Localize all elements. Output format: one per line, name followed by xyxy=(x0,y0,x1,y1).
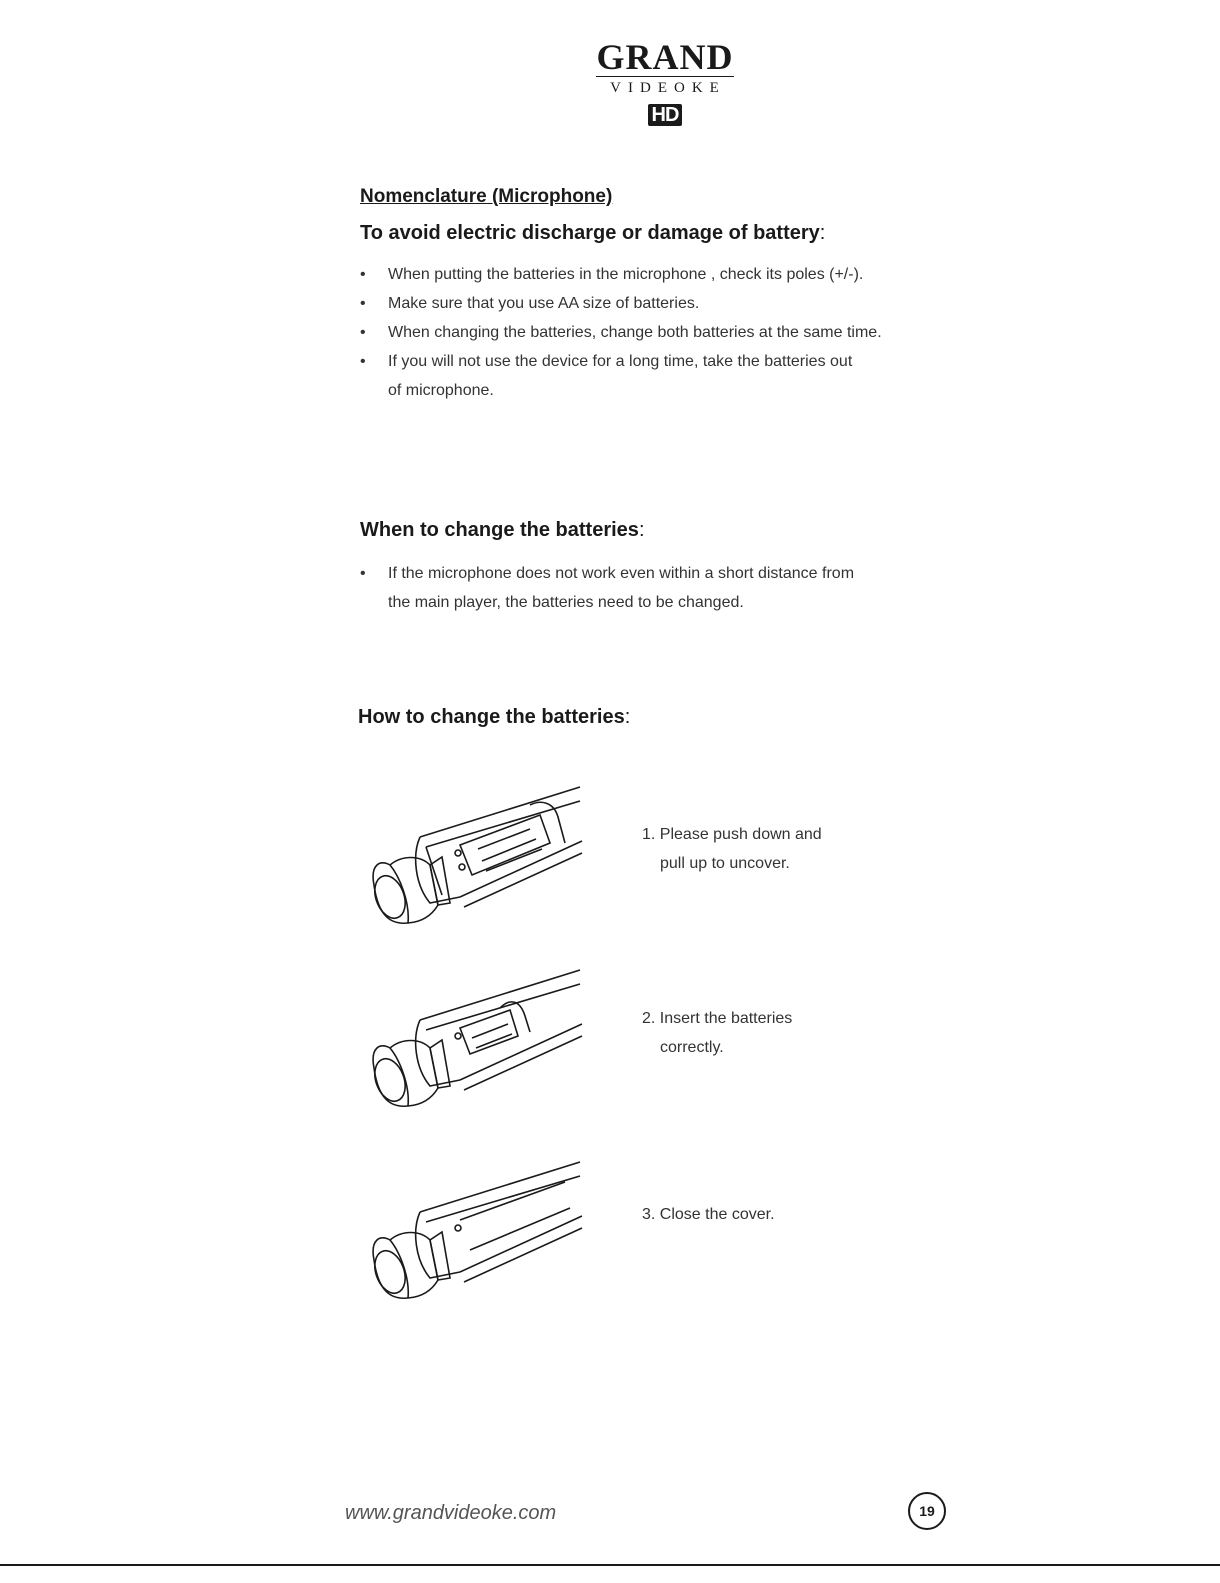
when-heading-colon: : xyxy=(638,519,645,541)
step-1-line-2: pull up to uncover. xyxy=(660,855,790,872)
avoid-heading-text: To avoid electric discharge or damage of battery xyxy=(360,222,820,244)
avoid-heading xyxy=(360,222,825,245)
bullet: • xyxy=(360,295,366,312)
how-heading xyxy=(358,706,630,729)
list-item-text: When putting the batteries in the microphone , check its poles (+/-). xyxy=(388,266,864,283)
avoid-heading-colon: : xyxy=(819,222,826,244)
step-2-line-1: 2. Insert the batteries xyxy=(642,1010,793,1027)
logo-grand-text: GRAND xyxy=(596,37,734,77)
logo-videoke-text: VIDEOKE xyxy=(610,80,726,96)
bullet: • xyxy=(360,353,366,370)
bottom-border xyxy=(0,1564,1220,1566)
step-2-line-2: correctly. xyxy=(660,1039,724,1056)
how-heading-colon: : xyxy=(624,706,631,728)
list-item-text: If you will not use the device for a long time, take the batteries out of microphone. xyxy=(388,353,853,399)
bullet: • xyxy=(360,266,366,283)
list-item-text: If the microphone does not work even within a short distance from the main player, the batteries need to be changed. xyxy=(388,565,855,611)
bullet: • xyxy=(360,324,366,341)
page-number: 19 xyxy=(908,1492,946,1530)
when-heading-text: When to change the batteries xyxy=(360,519,639,541)
website-url: www.grandvideoke.com xyxy=(345,1502,557,1524)
microphone-open-cover-illustration xyxy=(360,785,585,930)
brand-logo xyxy=(590,37,740,126)
step-1-text xyxy=(642,820,902,878)
avoid-list xyxy=(360,260,882,405)
step-1-line-1: 1. Please push down and xyxy=(642,826,822,843)
list-item xyxy=(360,347,858,405)
list-item xyxy=(360,289,882,318)
step-3-line-1: 3. Close the cover. xyxy=(642,1206,775,1223)
microphone-closed-cover-illustration xyxy=(360,1160,585,1305)
list-item-text: Make sure that you use AA size of batteries. xyxy=(388,295,700,312)
hd-badge: HD xyxy=(648,104,683,126)
when-list xyxy=(360,559,858,617)
when-heading xyxy=(360,519,645,542)
bullet: • xyxy=(360,565,366,582)
list-item xyxy=(360,559,858,617)
list-item xyxy=(360,260,882,289)
section-title: Nomenclature (Microphone) xyxy=(360,186,613,207)
microphone-insert-batteries-illustration xyxy=(360,968,585,1113)
list-item-text: When changing the batteries, change both batteries at the same time. xyxy=(388,324,882,341)
how-heading-text: How to change the batteries xyxy=(358,706,625,728)
step-2-text xyxy=(642,1004,902,1062)
step-3-text xyxy=(642,1200,902,1229)
list-item xyxy=(360,318,882,347)
